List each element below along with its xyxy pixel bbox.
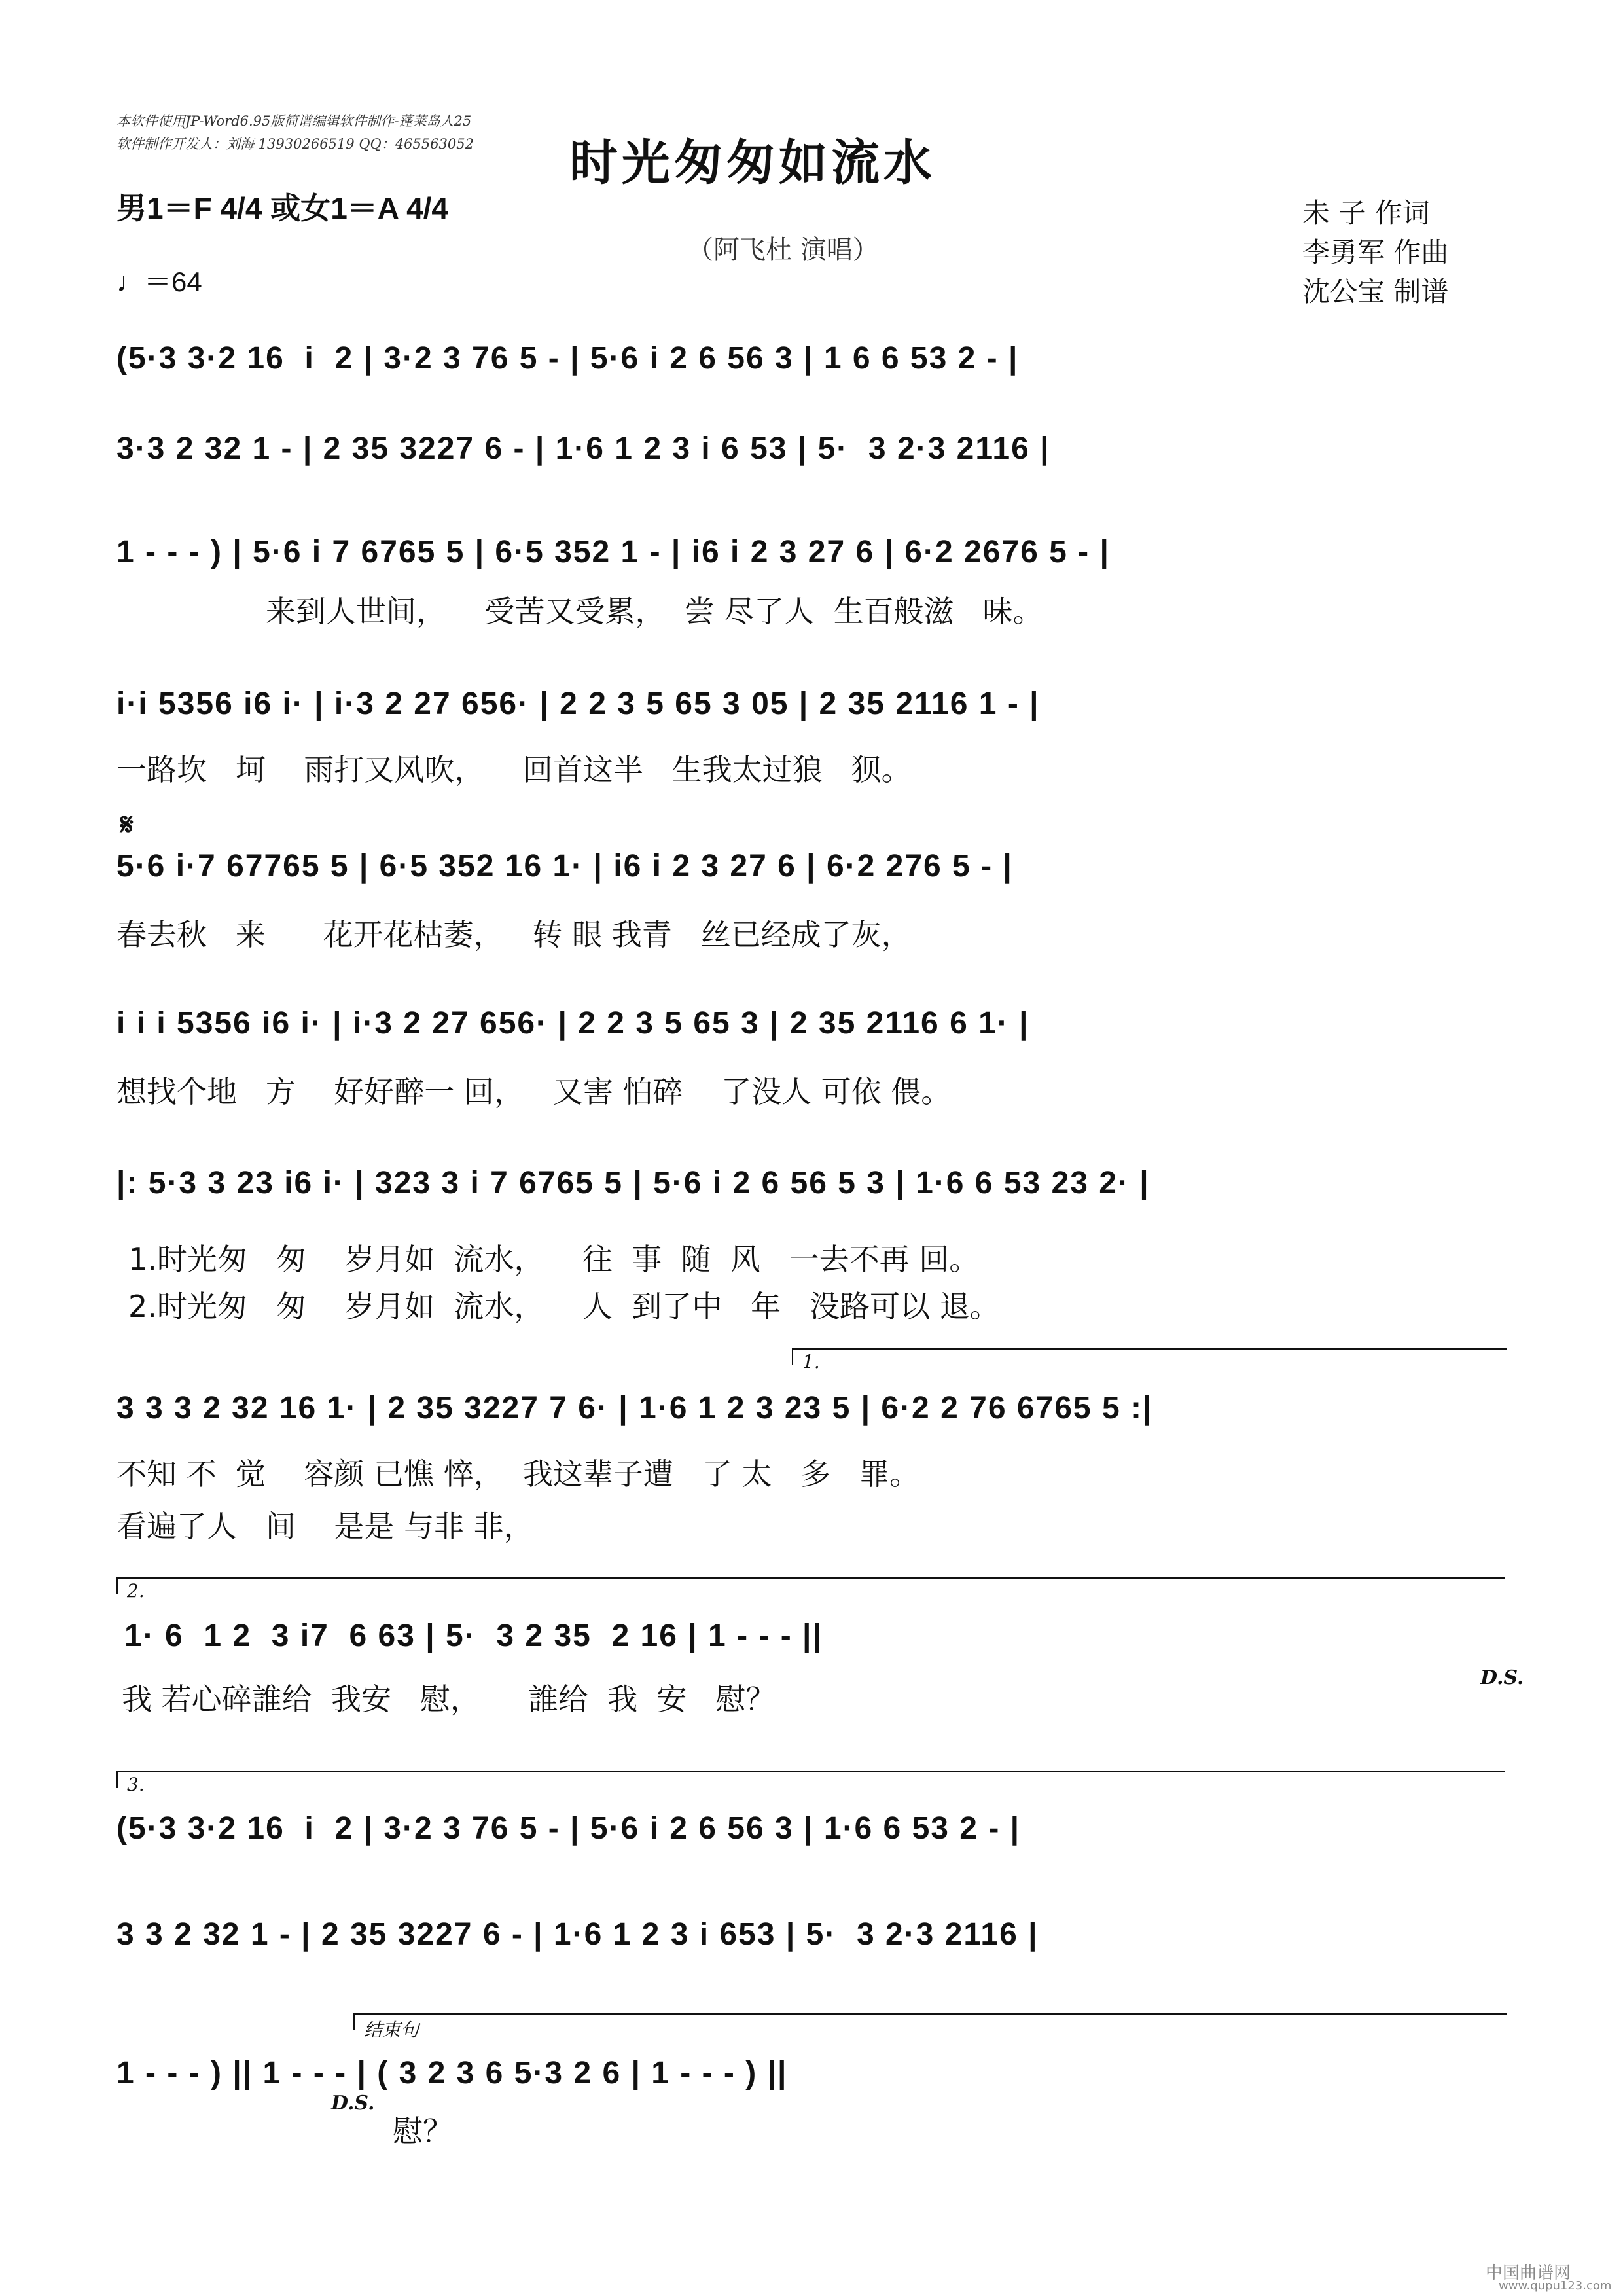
notation-line-2: 3·3 2 32 1 - | 2 35 3227 6 - | 1·6 1 2 3 i 6 53 | 5· 3 2·3 2116 |: [116, 431, 1050, 466]
lyric-line-7b: 2.时光匆 匆 岁月如 流水， 人 到了中 年 没路可以 退。: [128, 1289, 1000, 1324]
lyric-line-8a: 不知 不 觉 容颜 已憔 悴， 我这辈子遭 了 太 多 罪。: [116, 1456, 920, 1492]
lyric-line-3: 来到人世间， 受苦又受累， 尝 尽了人 生百般滋 味。: [266, 594, 1043, 629]
lyric-line-6: 想找个地 方 好好醉一 回， 又害 怕碎 了没人 可依 偎。: [116, 1074, 952, 1109]
coda-bracket: [353, 2013, 1507, 2041]
notation-line-5: 5·6 i·7 67765 5 | 6·5 352 16 1· | i6 i 2 3 27 6 | 6·2 276 5 - |: [116, 849, 1013, 884]
notation-line-9: 1· 6 1 2 3 i7 6 63 | 5· 3 2 35 2 16 | 1 - - - ||: [124, 1619, 823, 1653]
key-signature: 男1＝F 4/4 或女1＝A 4/4: [116, 191, 449, 225]
lyric-line-8b: 看遍了人 间 是是 与非 非，: [116, 1509, 534, 1544]
site-logo-text: 中国曲谱网: [1486, 2263, 1571, 2283]
ds-marking-2: D.S.: [331, 2092, 375, 2115]
ds-marking: D.S.: [1480, 1666, 1524, 1689]
tempo-marking: ♩＝64: [116, 266, 202, 297]
notation-line-11: 3 3 2 32 1 - | 2 35 3227 6 - | 1·6 1 2 3 i 653 | 5· 3 2·3 2116 |: [116, 1917, 1039, 1952]
volta-1-label: 1.: [802, 1351, 820, 1372]
credits: [1302, 194, 1448, 312]
notation-line-8: 3 3 3 2 32 16 1· | 2 35 3227 7 6· | 1·6 1 2 3 23 5 | 6·2 2 76 6765 5 :|: [116, 1391, 1153, 1426]
lyric-line-7a: 1.时光匆 匆 岁月如 流水， 往 事 随 风 一去不再 回。: [128, 1242, 980, 1277]
composer: 李勇军 作曲: [1302, 236, 1449, 268]
lyric-line-9: 我 若心碎誰给 我安 慰， 誰给 我 安 慰？: [122, 1681, 776, 1717]
volta-3: [116, 1771, 1505, 1795]
software-note-2: 软件制作开发人：刘海 13930266519 QQ：465563052: [116, 136, 474, 152]
notation-line-12: 1 - - - ) || 1 - - - | ( 3 2 3 6 5·3 2 6 | 1 - - - ) ||: [116, 2056, 788, 2090]
coda-label: 结束句: [364, 2019, 419, 2041]
notation-line-1: (5·3 3·2 16 i 2 | 3·2 3 76 5 - | 5·6 i 2 6 56 3 | 1 6 6 53 2 - |: [116, 341, 1019, 376]
volta-3-label: 3.: [127, 1774, 145, 1795]
volta-1: [792, 1348, 1507, 1372]
performer: （阿飞杜 演唱）: [687, 235, 879, 265]
notation-line-7: |: 5·3 3 23 i6 i· | 323 3 i 7 6765 5 | 5·6 i 2 6 56 5 3 | 1·6 6 53 23 2· |: [116, 1166, 1150, 1200]
volta-2: [116, 1577, 1505, 1602]
site-url: www.qupu123.com: [1499, 2279, 1612, 2293]
lyric-line-5: 春去秋 来 花开花枯萎， 转 眼 我青 丝已经成了灰，: [116, 917, 912, 952]
notation-line-6: i i i 5356 i6 i· | i·3 2 27 656· | 2 2 3 5 65 3 | 2 35 2116 6 1· |: [116, 1006, 1029, 1041]
volta-2-label: 2.: [127, 1580, 145, 1602]
segno-sign: 𝄋: [120, 806, 134, 842]
arranger: 沈公宝 制谱: [1302, 276, 1449, 308]
software-note-1: 本软件使用JP-Word6.95版简谱编辑软件制作-蓬莱岛人25: [116, 113, 472, 129]
lyric-line-12: 慰？: [393, 2113, 453, 2149]
lyric-line-4: 一路坎 坷 雨打又风吹， 回首这半 生我太过狼 狈。: [116, 752, 912, 787]
notation-line-10: (5·3 3·2 16 i 2 | 3·2 3 76 5 - | 5·6 i 2 6 56 3 | 1·6 6 53 2 - |: [116, 1811, 1021, 1846]
song-title: 时光匆匆如流水: [569, 135, 936, 191]
notation-line-3: 1 - - - ) | 5·6 i 7 6765 5 | 6·5 352 1 - | i6 i 2 3 27 6 | 6·2 2676 5 - |: [116, 535, 1110, 569]
notation-line-4: i·i 5356 i6 i· | i·3 2 27 656· | 2 2 3 5 65 3 05 | 2 35 2116 1 - |: [116, 687, 1040, 721]
lyricist: 未 子 作词: [1302, 197, 1430, 229]
